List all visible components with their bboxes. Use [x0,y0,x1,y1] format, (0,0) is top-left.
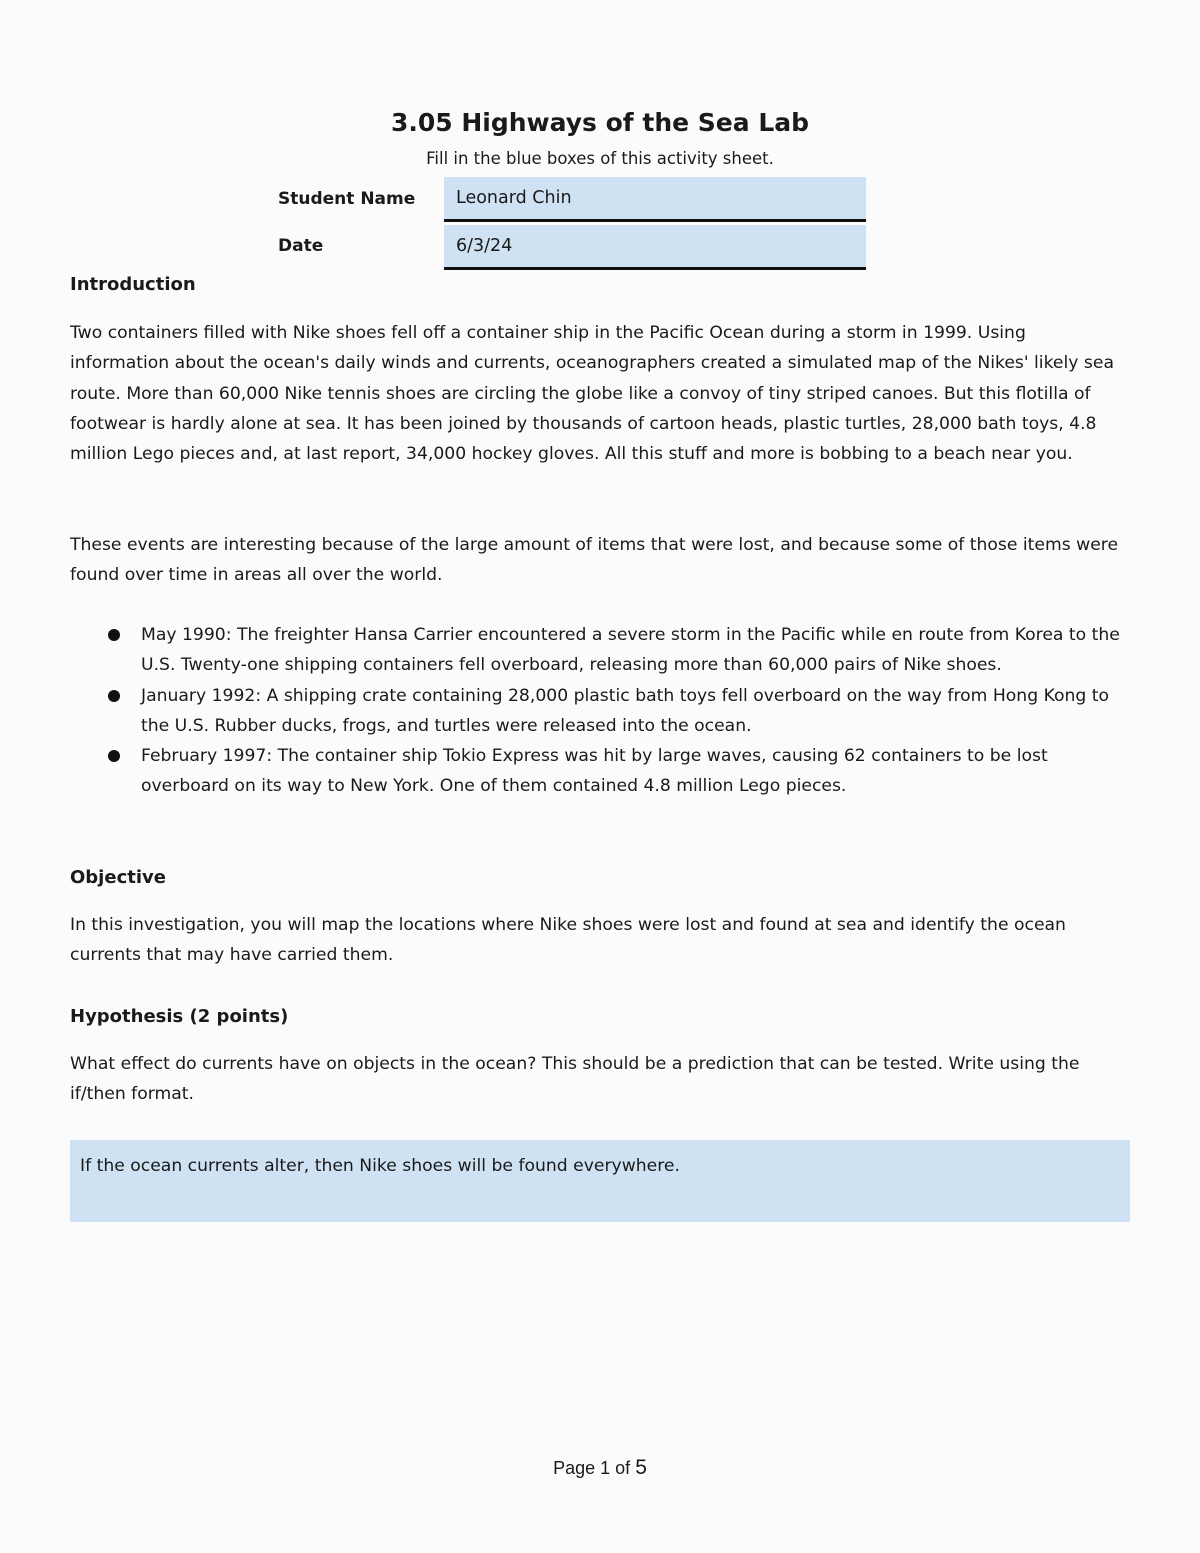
objective-heading: Objective [70,867,166,888]
introduction-paragraph-1: Two containers filled with Nike shoes fell off a container ship in the Pacific Ocean during a storm in 1999. Using information about the ocean's daily winds and currents, oceanographers created a simulated map of the Nikes' likely sea route. More than 60,000 Nike tennis shoes are circling the globe like a convoy of tiny striped canoes. But this flotilla of footwear is hardly alone at sea. It has been joined by thousands of cartoon heads, plastic turtles, 28,000 bath toys, 4.8 million Lego pieces and, at last report, 34,000 hockey gloves. All this stuff and more is bobbing to a beach near you. [70,323,1114,465]
total-pages: 5 [635,1456,647,1479]
bullet-icon [108,690,120,702]
date-field[interactable]: 6/3/24 [444,225,866,270]
page-title: 3.05 Highways of the Sea Lab [390,108,810,137]
events-list [70,620,1130,802]
list-item [70,620,1130,681]
page-of: of [610,1458,636,1478]
introduction-paragraph-2: These events are interesting because of the large amount of items that were lost, and because some of those items were found over time in areas all over the world. [70,535,1119,586]
page-prefix: Page [553,1458,601,1478]
hypothesis-answer-field[interactable]: If the ocean currents alter, then Nike shoes will be found everywhere. [70,1140,1130,1222]
hypothesis-prompt: What effect do currents have on objects in the ocean? This should be a prediction that can be tested. Write using the if/then format. [70,1054,1080,1105]
student-name-field[interactable]: Leonard Chin [444,177,866,222]
list-item-text: January 1992: A shipping crate containing 28,000 plastic bath toys fell overboard on the way from Hong Kong to the U.S. Rubber ducks, frogs, and turtles were released into the ocean. [141,685,1110,736]
bullet-icon [108,629,120,641]
list-item [70,681,1130,742]
page-number [0,1456,1200,1480]
date-label: Date [278,236,324,256]
list-item-text: May 1990: The freighter Hansa Carrier encountered a severe storm in the Pacific while en route from Korea to the U.S. Twenty-one shipping containers fell overboard, releasing more than 60,000 pairs of Nike shoes. [141,625,1120,676]
student-name-label: Student Name [278,189,416,209]
current-page: 1 [600,1458,611,1478]
objective-text: In this investigation, you will map the locations where Nike shoes were lost and found at sea and identify the ocean currents that may have carried them. [70,915,1066,966]
hypothesis-heading: Hypothesis (2 points) [70,1006,289,1027]
list-item-text: February 1997: The container ship Tokio Express was hit by large waves, causing 62 containers to be lost overboard on its way to New York. One of them contained 4.8 million Lego pieces. [141,746,1048,797]
page-subtitle: Fill in the blue boxes of this activity sheet. [426,149,774,168]
bullet-icon [108,750,120,762]
introduction-heading: Introduction [70,274,196,295]
list-item [70,741,1130,802]
